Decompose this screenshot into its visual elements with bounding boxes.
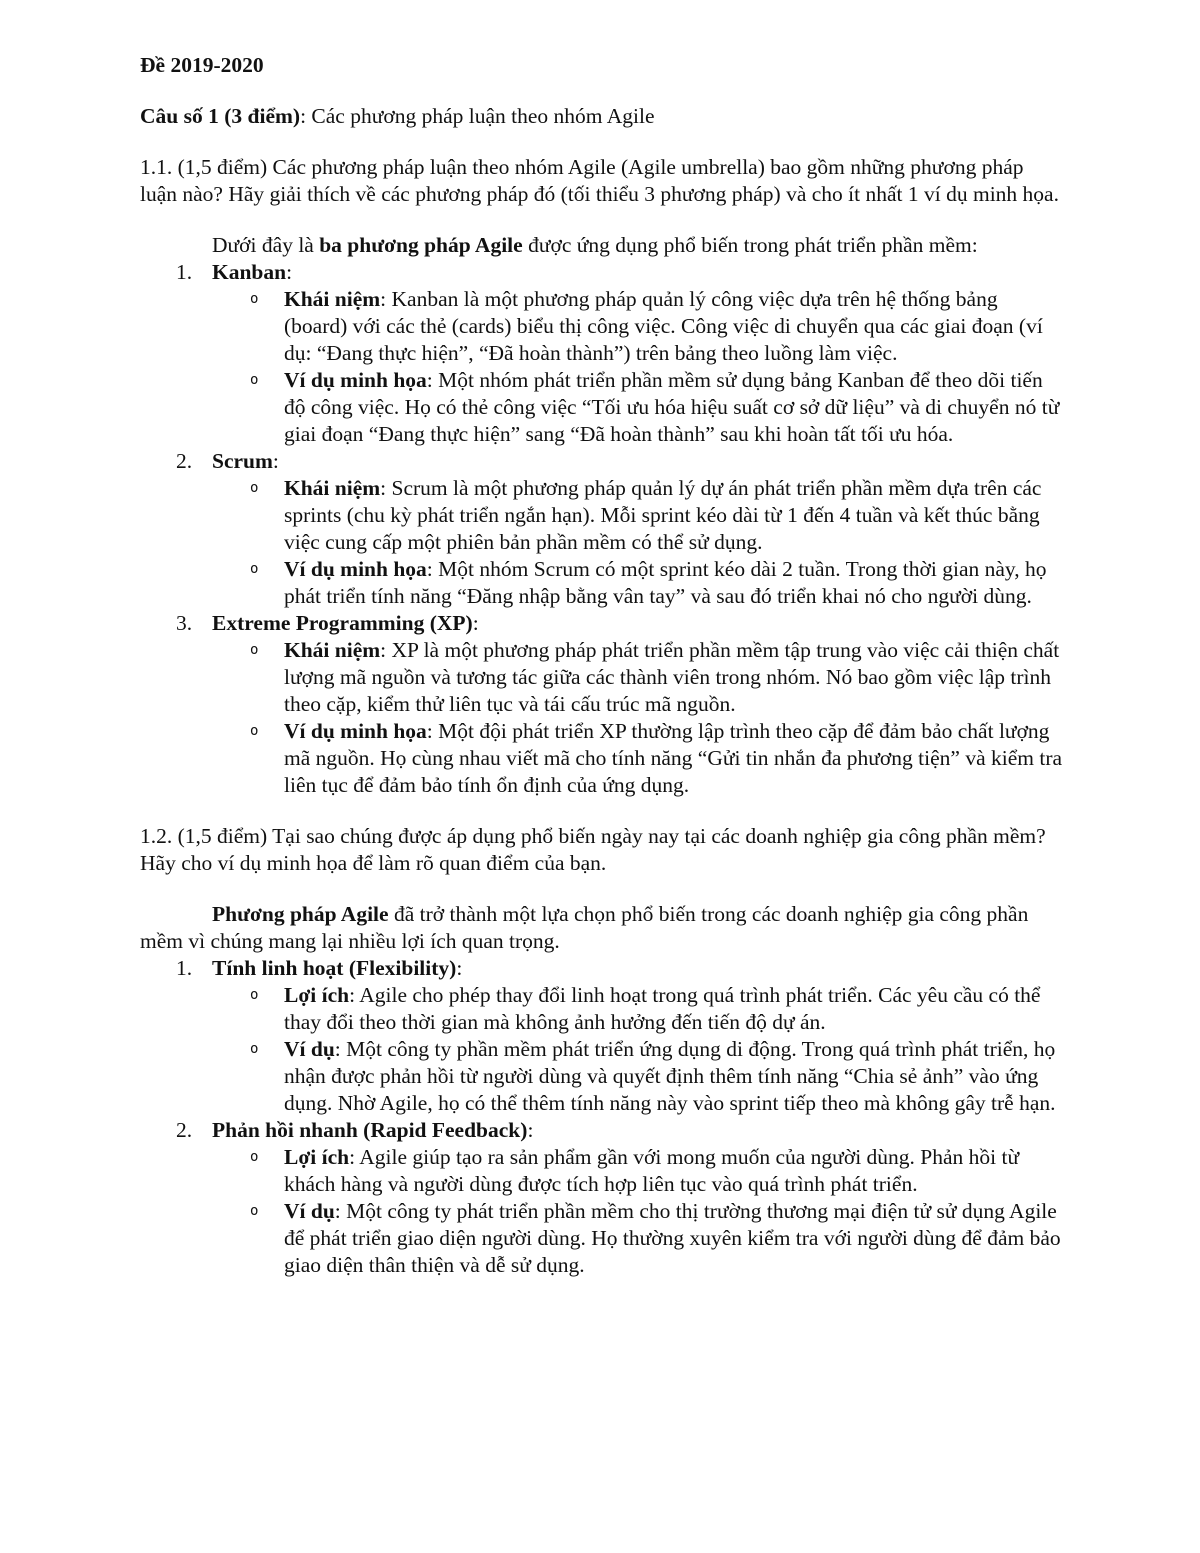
colon: : bbox=[527, 1118, 534, 1142]
point-text: : Một nhóm phát triển phần mềm sử dụng bảng Kanban để theo dõi tiến độ công việc. Họ có thẻ công việc “Tối ưu hóa hiệu suất cơ sở dữ liệu” và di chuyển nó từ giai đoạn “Đang thực hiện” sang “Đã hoàn thành” sau khi hoàn tất tối ưu hóa. bbox=[284, 368, 1060, 446]
question-1-1-prompt: 1.1. (1,5 điểm) Các phương pháp luận theo nhóm Agile (Agile umbrella) bao gồm những phương pháp luận nào? Hãy giải thích về các phương pháp đó (tối thiểu 3 phương pháp) và cho ít nhất 1 ví dụ minh họa. bbox=[140, 155, 1059, 206]
circle-bullet-icon: o bbox=[250, 987, 259, 1003]
sub-list bbox=[212, 637, 1065, 799]
point-label: Lợi ích bbox=[284, 983, 350, 1007]
spacer bbox=[140, 799, 1065, 823]
agile-methods-list bbox=[140, 259, 1065, 799]
list-item bbox=[176, 955, 1065, 1117]
circle-bullet-icon: o bbox=[250, 1203, 259, 1219]
circle-bullet-icon: o bbox=[250, 291, 259, 307]
point-text: : Scrum là một phương pháp quản lý dự án phát triển phần mềm dựa trên các sprints (chu kỳ phát triển ngắn hạn). Mỗi sprint kéo dài từ 1 đến 4 tuần và kết thúc bằng việc cung cấp một phiên bản phần mềm có thể sử dụng. bbox=[284, 476, 1042, 554]
point-text: : Kanban là một phương pháp quản lý công việc dựa trên hệ thống bảng (board) với các thẻ (cards) biểu thị công việc. Công việc di chuyển qua các giai đoạn (ví dụ: “Đang thực hiện”, “Đã hoàn thành”) trên bảng theo luồng làm việc. bbox=[284, 287, 1043, 365]
sub-item bbox=[250, 556, 1065, 610]
point-label: Ví dụ bbox=[284, 1199, 335, 1223]
intro-text-end: đã trở thành một lựa chọn phổ biến trong các doanh nghiệp gia công phần mềm vì chúng mang lại nhiều lợi ích quan trọng. bbox=[140, 902, 1029, 953]
sub-item bbox=[250, 637, 1065, 718]
document-title: Đề 2019-2020 bbox=[140, 53, 264, 77]
sub-item bbox=[250, 1198, 1065, 1279]
point-text: : Một đội phát triển XP thường lập trình theo cặp để đảm bảo chất lượng mã nguồn. Họ cùng nhau viết mã cho tính năng “Gửi tin nhắn đa phương tiện” và kiểm tra liên tục để đảm bảo tính ổn định của ứng dụng. bbox=[284, 719, 1063, 797]
circle-bullet-icon: o bbox=[250, 480, 259, 496]
point-text: : Một công ty phần mềm phát triển ứng dụng di động. Trong quá trình phát triển, họ nhận được phản hồi từ người dùng và quyết định thêm tính năng “Chia sẻ ảnh” vào ứng dụng. Nhờ Agile, họ có thể thêm tính năng này vào sprint tiếp theo mà không gây trễ hạn. bbox=[284, 1037, 1056, 1115]
sub-item bbox=[250, 367, 1065, 448]
circle-bullet-icon: o bbox=[250, 561, 259, 577]
colon: : bbox=[272, 449, 279, 473]
sub-list bbox=[212, 982, 1065, 1117]
document-page bbox=[140, 52, 1065, 1279]
sub-item bbox=[250, 475, 1065, 556]
point-text: : Agile cho phép thay đổi linh hoạt trong quá trình phát triển. Các yêu cầu có thể thay đổi theo thời gian mà không ảnh hưởng đến tiến độ dự án. bbox=[284, 983, 1041, 1034]
circle-bullet-icon: o bbox=[250, 1149, 259, 1165]
benefit-name: Tính linh hoạt (Flexibility) bbox=[212, 956, 457, 980]
sub-item bbox=[250, 982, 1065, 1036]
colon: : bbox=[472, 611, 479, 635]
list-number: 2. bbox=[176, 449, 193, 473]
point-label: Lợi ích bbox=[284, 1145, 350, 1169]
list-number: 2. bbox=[176, 1118, 193, 1142]
list-number: 3. bbox=[176, 611, 193, 635]
sub-item bbox=[250, 718, 1065, 799]
circle-bullet-icon: o bbox=[250, 642, 259, 658]
circle-bullet-icon: o bbox=[250, 372, 259, 388]
list-number: 1. bbox=[176, 260, 193, 284]
sub-list bbox=[212, 286, 1065, 448]
list-number: 1. bbox=[176, 956, 193, 980]
sub-item bbox=[250, 1144, 1065, 1198]
list-item bbox=[176, 610, 1065, 799]
question-1-topic: : Các phương pháp luận theo nhóm Agile bbox=[300, 104, 655, 128]
sub-list bbox=[212, 475, 1065, 610]
point-text: : Agile giúp tạo ra sản phẩm gần với mong muốn của người dùng. Phản hồi từ khách hàng và người dùng được tích hợp liên tục vào quá trình phát triển. bbox=[284, 1145, 1020, 1196]
point-label: Khái niệm bbox=[284, 476, 381, 500]
point-text: : Một công ty phát triển phần mềm cho thị trường thương mại điện tử sử dụng Agile để phát triển giao diện người dùng. Họ thường xuyên kiểm tra với người dùng để đảm bảo giao diện thân thiện và dễ sử dụng. bbox=[284, 1199, 1061, 1277]
colon: : bbox=[286, 260, 293, 284]
method-name: Kanban bbox=[212, 260, 287, 284]
point-label: Khái niệm bbox=[284, 287, 381, 311]
method-name: Scrum bbox=[212, 449, 273, 473]
list-item bbox=[176, 259, 1065, 448]
question-1-2-intro bbox=[140, 901, 1065, 955]
circle-bullet-icon: o bbox=[250, 723, 259, 739]
point-label: Khái niệm bbox=[284, 638, 381, 662]
intro-text-end: được ứng dụng phổ biến trong phát triển phần mềm: bbox=[522, 233, 978, 257]
point-text: : XP là một phương pháp phát triển phần mềm tập trung vào việc cải thiện chất lượng mã nguồn và tương tác giữa các thành viên trong nhóm. Nó bao gồm việc lập trình theo cặp, kiểm thử liên tục và tái cấu trúc mã nguồn. bbox=[284, 638, 1060, 716]
question-1-1-intro bbox=[140, 232, 1065, 259]
point-label: Ví dụ minh họa bbox=[284, 368, 427, 392]
sub-list bbox=[212, 1144, 1065, 1279]
question-1-heading bbox=[140, 103, 1065, 130]
point-label: Ví dụ bbox=[284, 1037, 335, 1061]
question-1-2-prompt: 1.2. (1,5 điểm) Tại sao chúng được áp dụng phổ biến ngày nay tại các doanh nghiệp gia công phần mềm? Hãy cho ví dụ minh họa để làm rõ quan điểm của bạn. bbox=[140, 824, 1046, 875]
intro-text: Dưới đây là bbox=[212, 233, 320, 257]
list-item bbox=[176, 1117, 1065, 1279]
benefit-name: Phản hồi nhanh (Rapid Feedback) bbox=[212, 1118, 528, 1142]
list-item bbox=[176, 448, 1065, 610]
point-text: : Một nhóm Scrum có một sprint kéo dài 2 tuần. Trong thời gian này, họ phát triển tính năng “Đăng nhập bằng vân tay” và sau đó triển khai nó cho người dùng. bbox=[284, 557, 1047, 608]
agile-benefits-list bbox=[140, 955, 1065, 1279]
sub-item bbox=[250, 286, 1065, 367]
point-label: Ví dụ minh họa bbox=[284, 557, 427, 581]
point-label: Ví dụ minh họa bbox=[284, 719, 427, 743]
intro-bold: Phương pháp Agile bbox=[212, 902, 389, 926]
intro-bold: ba phương pháp Agile bbox=[319, 233, 523, 257]
sub-item bbox=[250, 1036, 1065, 1117]
colon: : bbox=[456, 956, 463, 980]
method-name: Extreme Programming (XP) bbox=[212, 611, 473, 635]
question-1-label: Câu số 1 (3 điểm) bbox=[140, 104, 301, 128]
circle-bullet-icon: o bbox=[250, 1041, 259, 1057]
